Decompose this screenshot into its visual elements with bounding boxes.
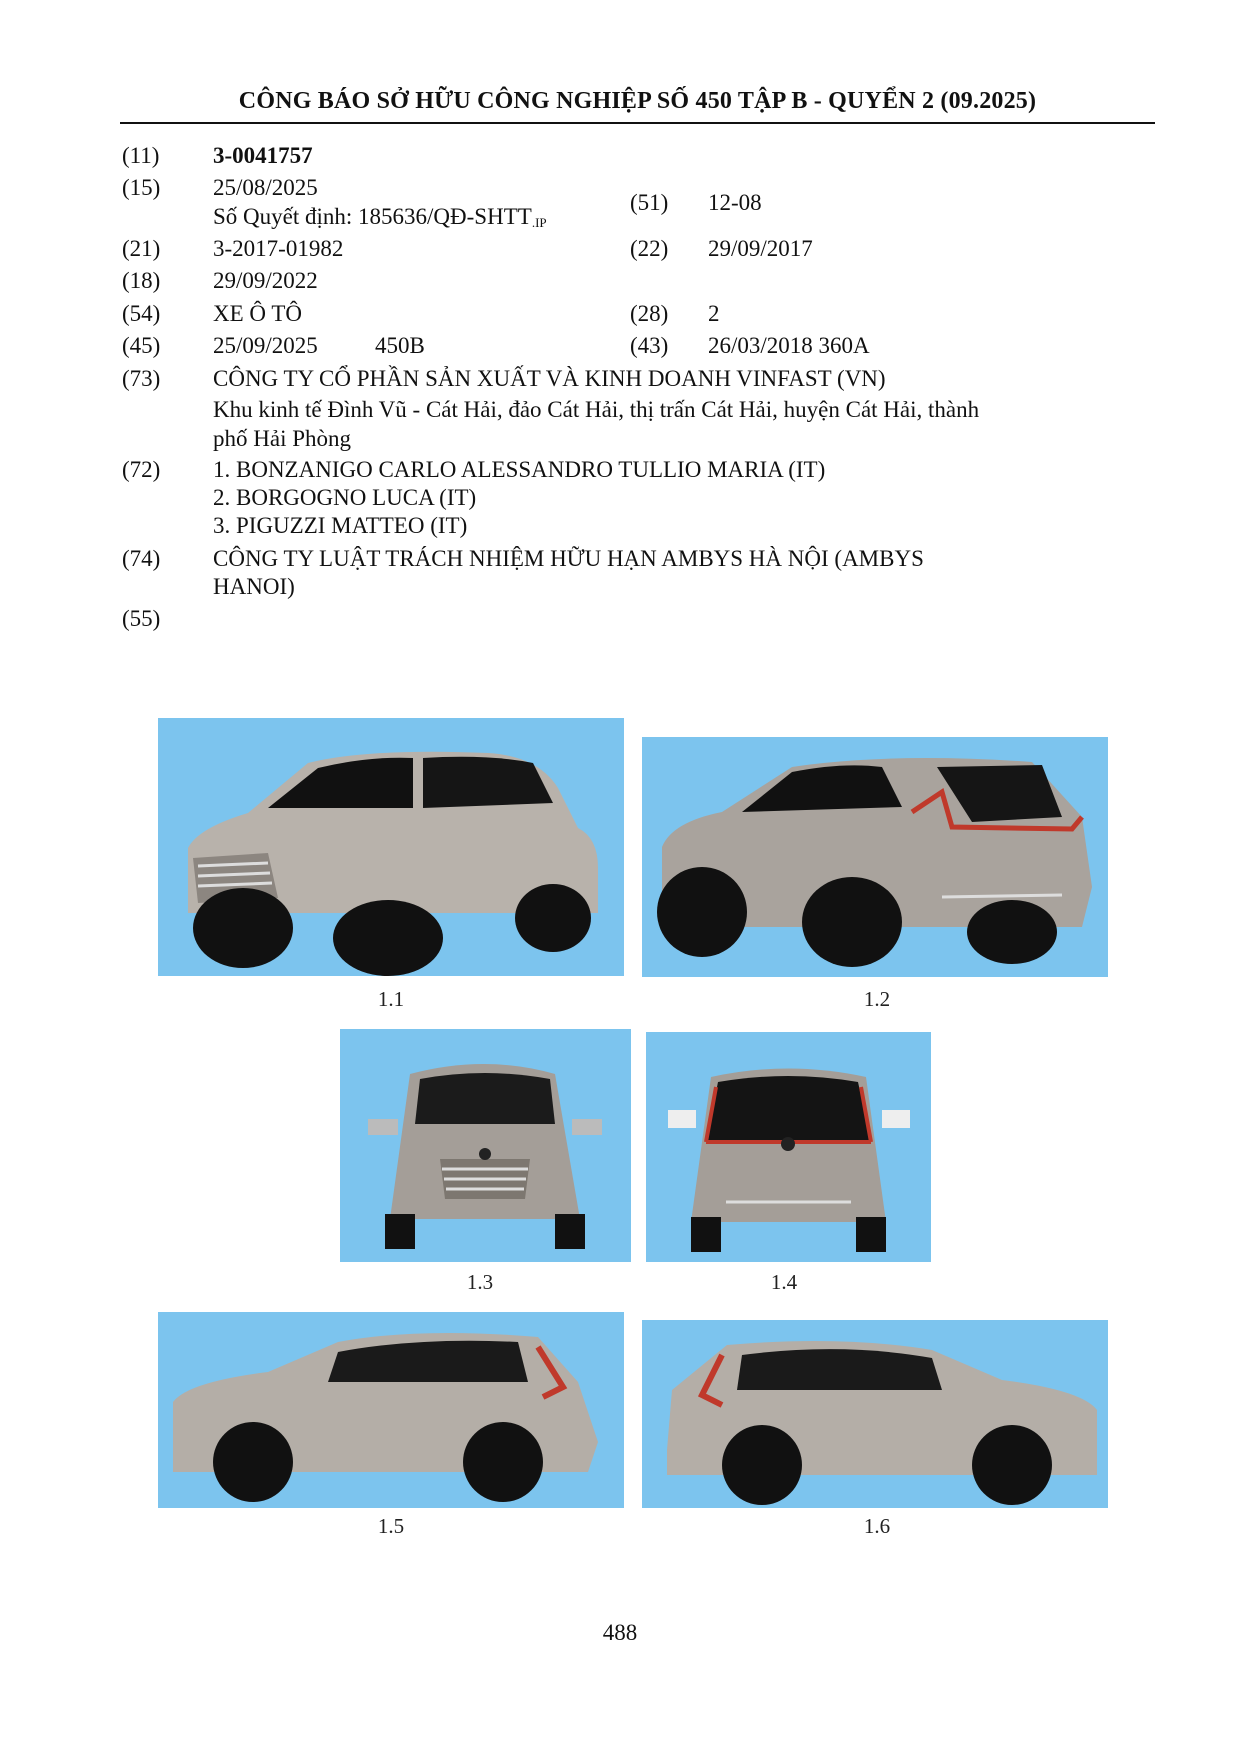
publication-issue: 450B xyxy=(375,333,425,358)
header-divider xyxy=(120,122,1155,124)
decision-number xyxy=(213,202,547,238)
code-43: (43) xyxy=(630,333,669,358)
figure-1-3-image xyxy=(340,1029,631,1262)
code-55: (55) xyxy=(122,606,161,631)
figure-1-2-caption: 1.2 xyxy=(863,987,891,1011)
code-28: (28) xyxy=(630,301,669,326)
figure-1-1-image xyxy=(158,718,624,976)
decision-suffix: .IP xyxy=(531,215,547,230)
figure-1-3-caption: 1.3 xyxy=(466,1270,494,1294)
code-11: (11) xyxy=(122,143,160,168)
figure-1-4-image xyxy=(646,1032,931,1262)
owner-name: CÔNG TY CỔ PHẦN SẢN XUẤT VÀ KINH DOANH VINFAST (VN) xyxy=(213,366,886,391)
code-54: (54) xyxy=(122,301,161,326)
publication-date: 25/09/2025 xyxy=(213,333,318,358)
figure-1-2-image xyxy=(642,737,1108,977)
figure-1-6-caption: 1.6 xyxy=(863,1514,891,1538)
code-15: (15) xyxy=(122,175,161,200)
code-22: (22) xyxy=(630,236,669,261)
owner-address-line2: phố Hải Phòng xyxy=(213,426,351,451)
code-21: (21) xyxy=(122,236,161,261)
application-publication: 26/03/2018 360A xyxy=(708,333,870,358)
design-count: 2 xyxy=(708,301,720,326)
figure-1-6-image xyxy=(642,1320,1108,1508)
locarno-class: 12-08 xyxy=(708,190,762,215)
code-18: (18) xyxy=(122,268,161,293)
agent-line2: HANOI) xyxy=(213,574,295,599)
author-1: 1. BONZANIGO CARLO ALESSANDRO TULLIO MARIA (IT) xyxy=(213,457,826,482)
author-2: 2. BORGOGNO LUCA (IT) xyxy=(213,485,477,510)
figure-1-1-caption: 1.1 xyxy=(377,987,405,1011)
owner-address-line1: Khu kinh tế Đình Vũ - Cát Hải, đảo Cát Hải, thị trấn Cát Hải, huyện Cát Hải, thành xyxy=(213,397,980,422)
decision-label: Số Quyết định: 185636/QĐ-SHTT xyxy=(213,204,532,229)
figure-1-4-caption: 1.4 xyxy=(770,1270,798,1294)
code-45: (45) xyxy=(122,333,161,358)
application-number: 3-2017-01982 xyxy=(213,236,344,261)
gazette-title: CÔNG BÁO SỞ HỮU CÔNG NGHIỆP SỐ 450 TẬP B - QUYỂN 2 (09.2025) xyxy=(238,88,1037,114)
filing-date: 29/09/2017 xyxy=(708,236,813,261)
registration-number: 3-0041757 xyxy=(213,143,313,168)
code-74: (74) xyxy=(122,546,161,571)
figure-1-5-image xyxy=(158,1312,624,1508)
code-72: (72) xyxy=(122,457,161,482)
code-73: (73) xyxy=(122,366,161,391)
agent-line1: CÔNG TY LUẬT TRÁCH NHIỆM HỮU HẠN AMBYS HÀ NỘI (AMBYS xyxy=(213,546,924,571)
design-title: XE Ô TÔ xyxy=(213,301,303,326)
code-51: (51) xyxy=(630,190,669,215)
grant-date: 25/08/2025 xyxy=(213,175,318,200)
author-3: 3. PIGUZZI MATTEO (IT) xyxy=(213,513,468,538)
page-number: 488 xyxy=(602,1620,638,1645)
figure-1-5-caption: 1.5 xyxy=(377,1514,405,1538)
expiry-date: 29/09/2022 xyxy=(213,268,318,293)
